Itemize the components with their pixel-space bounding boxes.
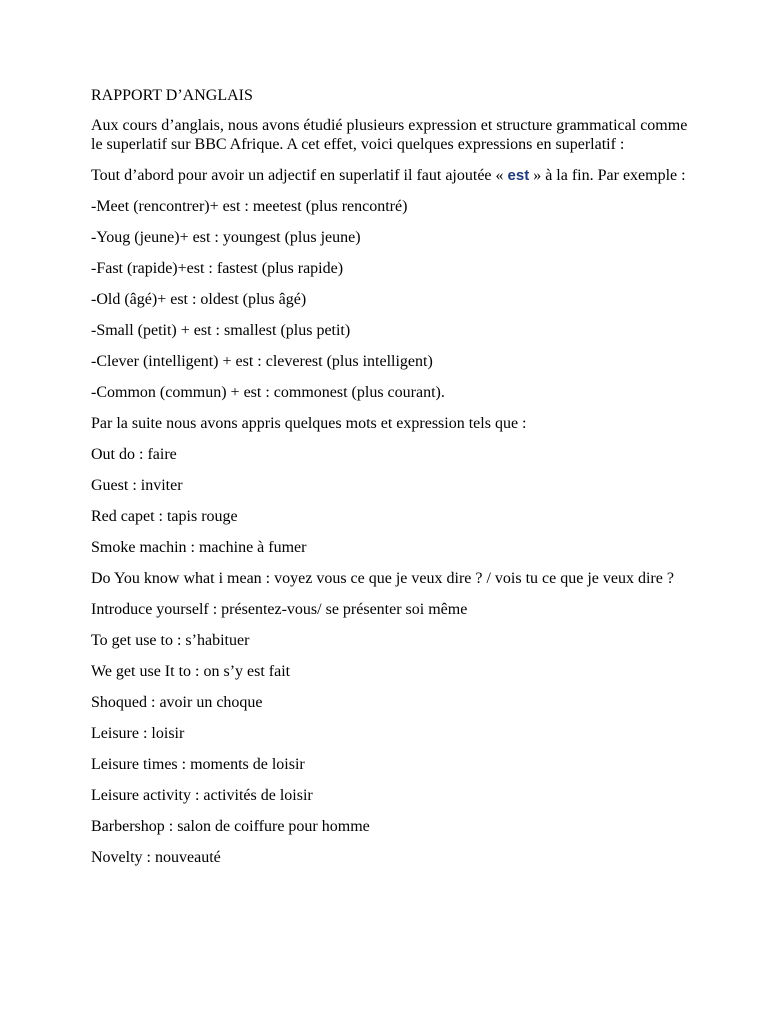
vocabulary-item: Shoqued : avoir un choque <box>91 694 263 711</box>
vocabulary-item: Novelty : nouveauté <box>91 849 221 866</box>
superlative-item: -Common (commun) + est : commonest (plus courant). <box>91 384 445 401</box>
superlative-item: -Small (petit) + est : smallest (plus petit) <box>91 322 351 339</box>
vocabulary-item: To get use to : s’habituer <box>91 632 250 649</box>
vocabulary-item: We get use It to : on s’y est fait <box>91 663 291 680</box>
vocabulary-item: Smoke machin : machine à fumer <box>91 539 307 556</box>
superlative-item: -Meet (rencontrer)+ est : meetest (plus rencontré) <box>91 198 408 215</box>
rule-paragraph <box>91 166 691 186</box>
vocabulary-item: Leisure activity : activités de loisir <box>91 787 313 804</box>
vocabulary-item: Barbershop : salon de coiffure pour homme <box>91 818 370 835</box>
superlative-item: -Clever (intelligent) + est : cleverest (plus intelligent) <box>91 353 433 370</box>
vocabulary-item: Leisure times : moments de loisir <box>91 756 305 773</box>
superlative-item: -Fast (rapide)+est : fastest (plus rapide) <box>91 260 344 277</box>
vocabulary-item: Red capet : tapis rouge <box>91 508 238 525</box>
vocabulary-item: Leisure : loisir <box>91 725 185 742</box>
document-title: RAPPORT D’ANGLAIS <box>91 87 253 104</box>
superlative-item: -Youg (jeune)+ est : youngest (plus jeune) <box>91 229 361 246</box>
vocabulary-item: Do You know what i mean : voyez vous ce que je veux dire ? / vois tu ce que je veux dire ? <box>91 570 674 587</box>
vocabulary-item: Introduce yourself : présentez-vous/ se présenter soi même <box>91 601 468 618</box>
rule-keyword: est <box>507 167 530 184</box>
transition-paragraph: Par la suite nous avons appris quelques mots et expression tels que : <box>91 415 527 432</box>
rule-text-after: » à la fin. Par exemple : <box>529 167 686 184</box>
superlative-item: -Old (âgé)+ est : oldest (plus âgé) <box>91 291 307 308</box>
document-page <box>91 86 691 879</box>
intro-paragraph: Aux cours d’anglais, nous avons étudié plusieurs expression et structure grammatical comme le superlatif sur BBC Afrique. A cet effet, voici quelques expressions en superlatif : <box>91 116 688 153</box>
vocabulary-item: Out do : faire <box>91 446 177 463</box>
vocabulary-item: Guest : inviter <box>91 477 183 494</box>
rule-text-before: Tout d’abord pour avoir un adjectif en superlatif il faut ajoutée « <box>91 167 508 184</box>
